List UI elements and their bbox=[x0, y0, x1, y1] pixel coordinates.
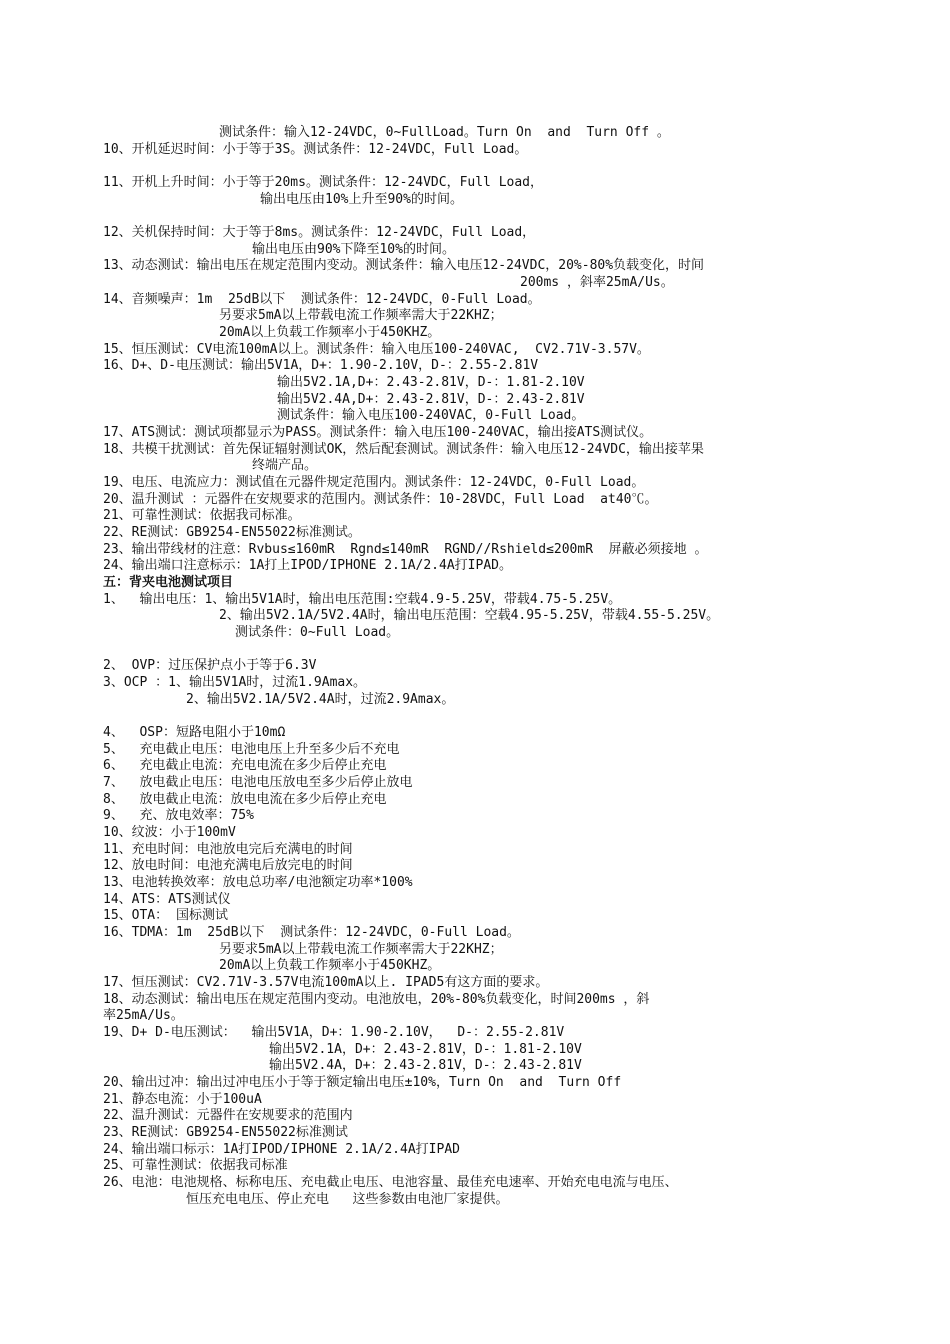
text-line: 恒压充电电压、停止充电 这些参数由电池厂家提供。 bbox=[186, 1192, 509, 1207]
text-line: 25、可靠性测试：依据我司标准 bbox=[103, 1158, 288, 1173]
section-heading: 五：背夹电池测试项目 bbox=[103, 575, 234, 590]
text-line: 输出5V2.4A,D+：2.43-2.81V，D-：2.43-2.81V bbox=[277, 392, 585, 407]
text-line: 13、电池转换效率：放电总功率/电池额定功率*100% bbox=[103, 875, 413, 890]
text-line: 21、可靠性测试：依据我司标准。 bbox=[103, 508, 301, 523]
text-line: 10、纹波：小于100mV bbox=[103, 825, 236, 840]
text-line: 26、电池：电池规格、标称电压、充电截止电压、电池容量、最佳充电速率、开始充电电流与电压、 bbox=[103, 1175, 678, 1190]
text-line: 20、温升测试 ：元器件在安规要求的范围内。测试条件：10-28VDC，Full Load at40℃。 bbox=[103, 492, 658, 507]
text-line: 17、ATS测试：测试项都显示为PASS。测试条件：输入电压100-240VAC，输出接ATS测试仪。 bbox=[103, 425, 653, 440]
text-line: 8、 放电截止电流：放电电流在多少后停止充电 bbox=[103, 792, 387, 807]
text-line: 18、动态测试：输出电压在规定范围内变动。电池放电，20%-80%负载变化，时间200ms ，斜 bbox=[103, 992, 650, 1007]
text-line: 20mA以上负载工作频率小于450KHZ。 bbox=[219, 958, 441, 973]
text-line: 输出电压由90%下降至10%的时间。 bbox=[252, 242, 455, 257]
text-line: 21、静态电流：小于100uA bbox=[103, 1092, 262, 1107]
text-line: 11、充电时间：电池放电完后充满电的时间 bbox=[103, 842, 353, 857]
text-line: 6、 充电截止电流：充电电流在多少后停止充电 bbox=[103, 758, 387, 773]
text-line: 15、OTA： 国标测试 bbox=[103, 908, 228, 923]
text-line: 终端产品。 bbox=[252, 458, 318, 473]
text-line: 5、 充电截止电压：电池电压上升至多少后不充电 bbox=[103, 742, 400, 757]
text-line: 14、音频噪声：1m 25dB以下 测试条件：12-24VDC，0-Full Load。 bbox=[103, 292, 541, 307]
text-line: 另要求5mA以上带载电流工作频率需大于22KHZ； bbox=[219, 308, 503, 323]
text-line: 输出5V2.1A,D+：2.43-2.81V，D-：1.81-2.10V bbox=[277, 375, 585, 390]
text-line: 率25mA/Us。 bbox=[103, 1008, 184, 1023]
text-line: 2、输出5V2.1A/5V2.4A时，输出电压范围：空载4.95-5.25V，带载4.55-5.25V。 bbox=[219, 608, 720, 623]
text-line: 1、 输出电压：1、输出5V1A时，输出电压范围:空载4.9-5.25V，带载4.75-5.25V。 bbox=[103, 592, 622, 607]
text-line: 19、D+ D-电压测试： 输出5V1A，D+：1.90-2.10V， D-：2.55-2.81V bbox=[103, 1025, 565, 1040]
text-line: 16、D+、D-电压测试：输出5V1A，D+：1.90-2.10V，D-：2.55-2.81V bbox=[103, 358, 539, 373]
text-line: 17、恒压测试：CV2.71V-3.57V电流100mA以上. IPAD5有这方面的要求。 bbox=[103, 975, 549, 990]
text-line: 7、 放电截止电压：电池电压放电至多少后停止放电 bbox=[103, 775, 413, 790]
text-line: 12、放电时间：电池充满电后放完电的时间 bbox=[103, 858, 353, 873]
text-line: 20mA以上负载工作频率小于450KHZ。 bbox=[219, 325, 441, 340]
text-line: 另要求5mA以上带载电流工作频率需大于22KHZ； bbox=[219, 942, 503, 957]
text-line: 输出5V2.1A，D+：2.43-2.81V，D-：1.81-2.10V bbox=[269, 1042, 582, 1057]
text-line: 输出电压由10%上升至90%的时间。 bbox=[260, 192, 463, 207]
text-line: 15、恒压测试：CV电流100mA以上。测试条件：输入电压100-240VAC, CV2.71V-3.57V。 bbox=[103, 342, 650, 357]
text-line: 19、电压、电流应力：测试值在元器件规定范围内。测试条件：12-24VDC，0-Full Load。 bbox=[103, 475, 645, 490]
text-line: 3、OCP ：1、输出5V1A时，过流1.9Amax。 bbox=[103, 675, 367, 690]
text-line: 22、RE测试：GB9254-EN55022标准测试。 bbox=[103, 525, 361, 540]
text-line: 13、动态测试：输出电压在规定范围内变动。测试条件：输入电压12-24VDC，20%-80%负载变化，时间 bbox=[103, 258, 705, 273]
text-line: 23、输出带线材的注意：Rvbus≤160mR Rgnd≤140mR RGND//Rshield≤200mR 屏蔽必须接地 。 bbox=[103, 542, 708, 557]
text-line: 9、 充、放电效率：75% bbox=[103, 808, 254, 823]
text-line: 测试条件：输入12-24VDC，0~FullLoad。Turn On and Turn Off 。 bbox=[219, 125, 670, 140]
text-line: 23、RE测试：GB9254-EN55022标准测试 bbox=[103, 1125, 348, 1140]
text-line: 24、输出端口标示：1A打IPOD/IPHONE 2.1A/2.4A打IPAD bbox=[103, 1142, 460, 1157]
text-line: 输出5V2.4A，D+：2.43-2.81V，D-：2.43-2.81V bbox=[269, 1058, 582, 1073]
text-line: 18、共模干扰测试：首先保证辐射测试OK，然后配套测试。测试条件：输入电压12-24VDC，输出接苹果 bbox=[103, 442, 704, 457]
text-line: 测试条件：输入电压100-240VAC，0-Full Load。 bbox=[277, 408, 585, 423]
text-line: 12、关机保持时间：大于等于8ms。测试条件：12-24VDC，Full Load， bbox=[103, 225, 536, 240]
text-line: 200ms ，斜率25mA/Us。 bbox=[520, 275, 674, 290]
text-line: 4、 OSP：短路电阻小于10mΩ bbox=[103, 725, 286, 740]
text-line: 10、开机延迟时间：小于等于3S。测试条件：12-24VDC，Full Load。 bbox=[103, 142, 528, 157]
text-line: 22、温升测试：元器件在安规要求的范围内 bbox=[103, 1108, 353, 1123]
text-line: 24、输出端口注意标示：1A打上IPOD/IPHONE 2.1A/2.4A打IPAD。 bbox=[103, 558, 512, 573]
text-line: 2、 OVP：过压保护点小于等于6.3V bbox=[103, 658, 317, 673]
text-line: 2、输出5V2.1A/5V2.4A时，过流2.9Amax。 bbox=[186, 692, 455, 707]
text-line: 20、输出过冲：输出过冲电压小于等于额定输出电压±10%，Turn On and Turn Off bbox=[103, 1075, 622, 1090]
text-line: 11、开机上升时间：小于等于20ms。测试条件：12-24VDC，Full Load， bbox=[103, 175, 544, 190]
text-line: 16、TDMA：1m 25dB以下 测试条件：12-24VDC，0-Full Load。 bbox=[103, 925, 520, 940]
text-line: 测试条件：0~Full Load。 bbox=[235, 625, 400, 640]
text-line: 14、ATS：ATS测试仪 bbox=[103, 892, 231, 907]
